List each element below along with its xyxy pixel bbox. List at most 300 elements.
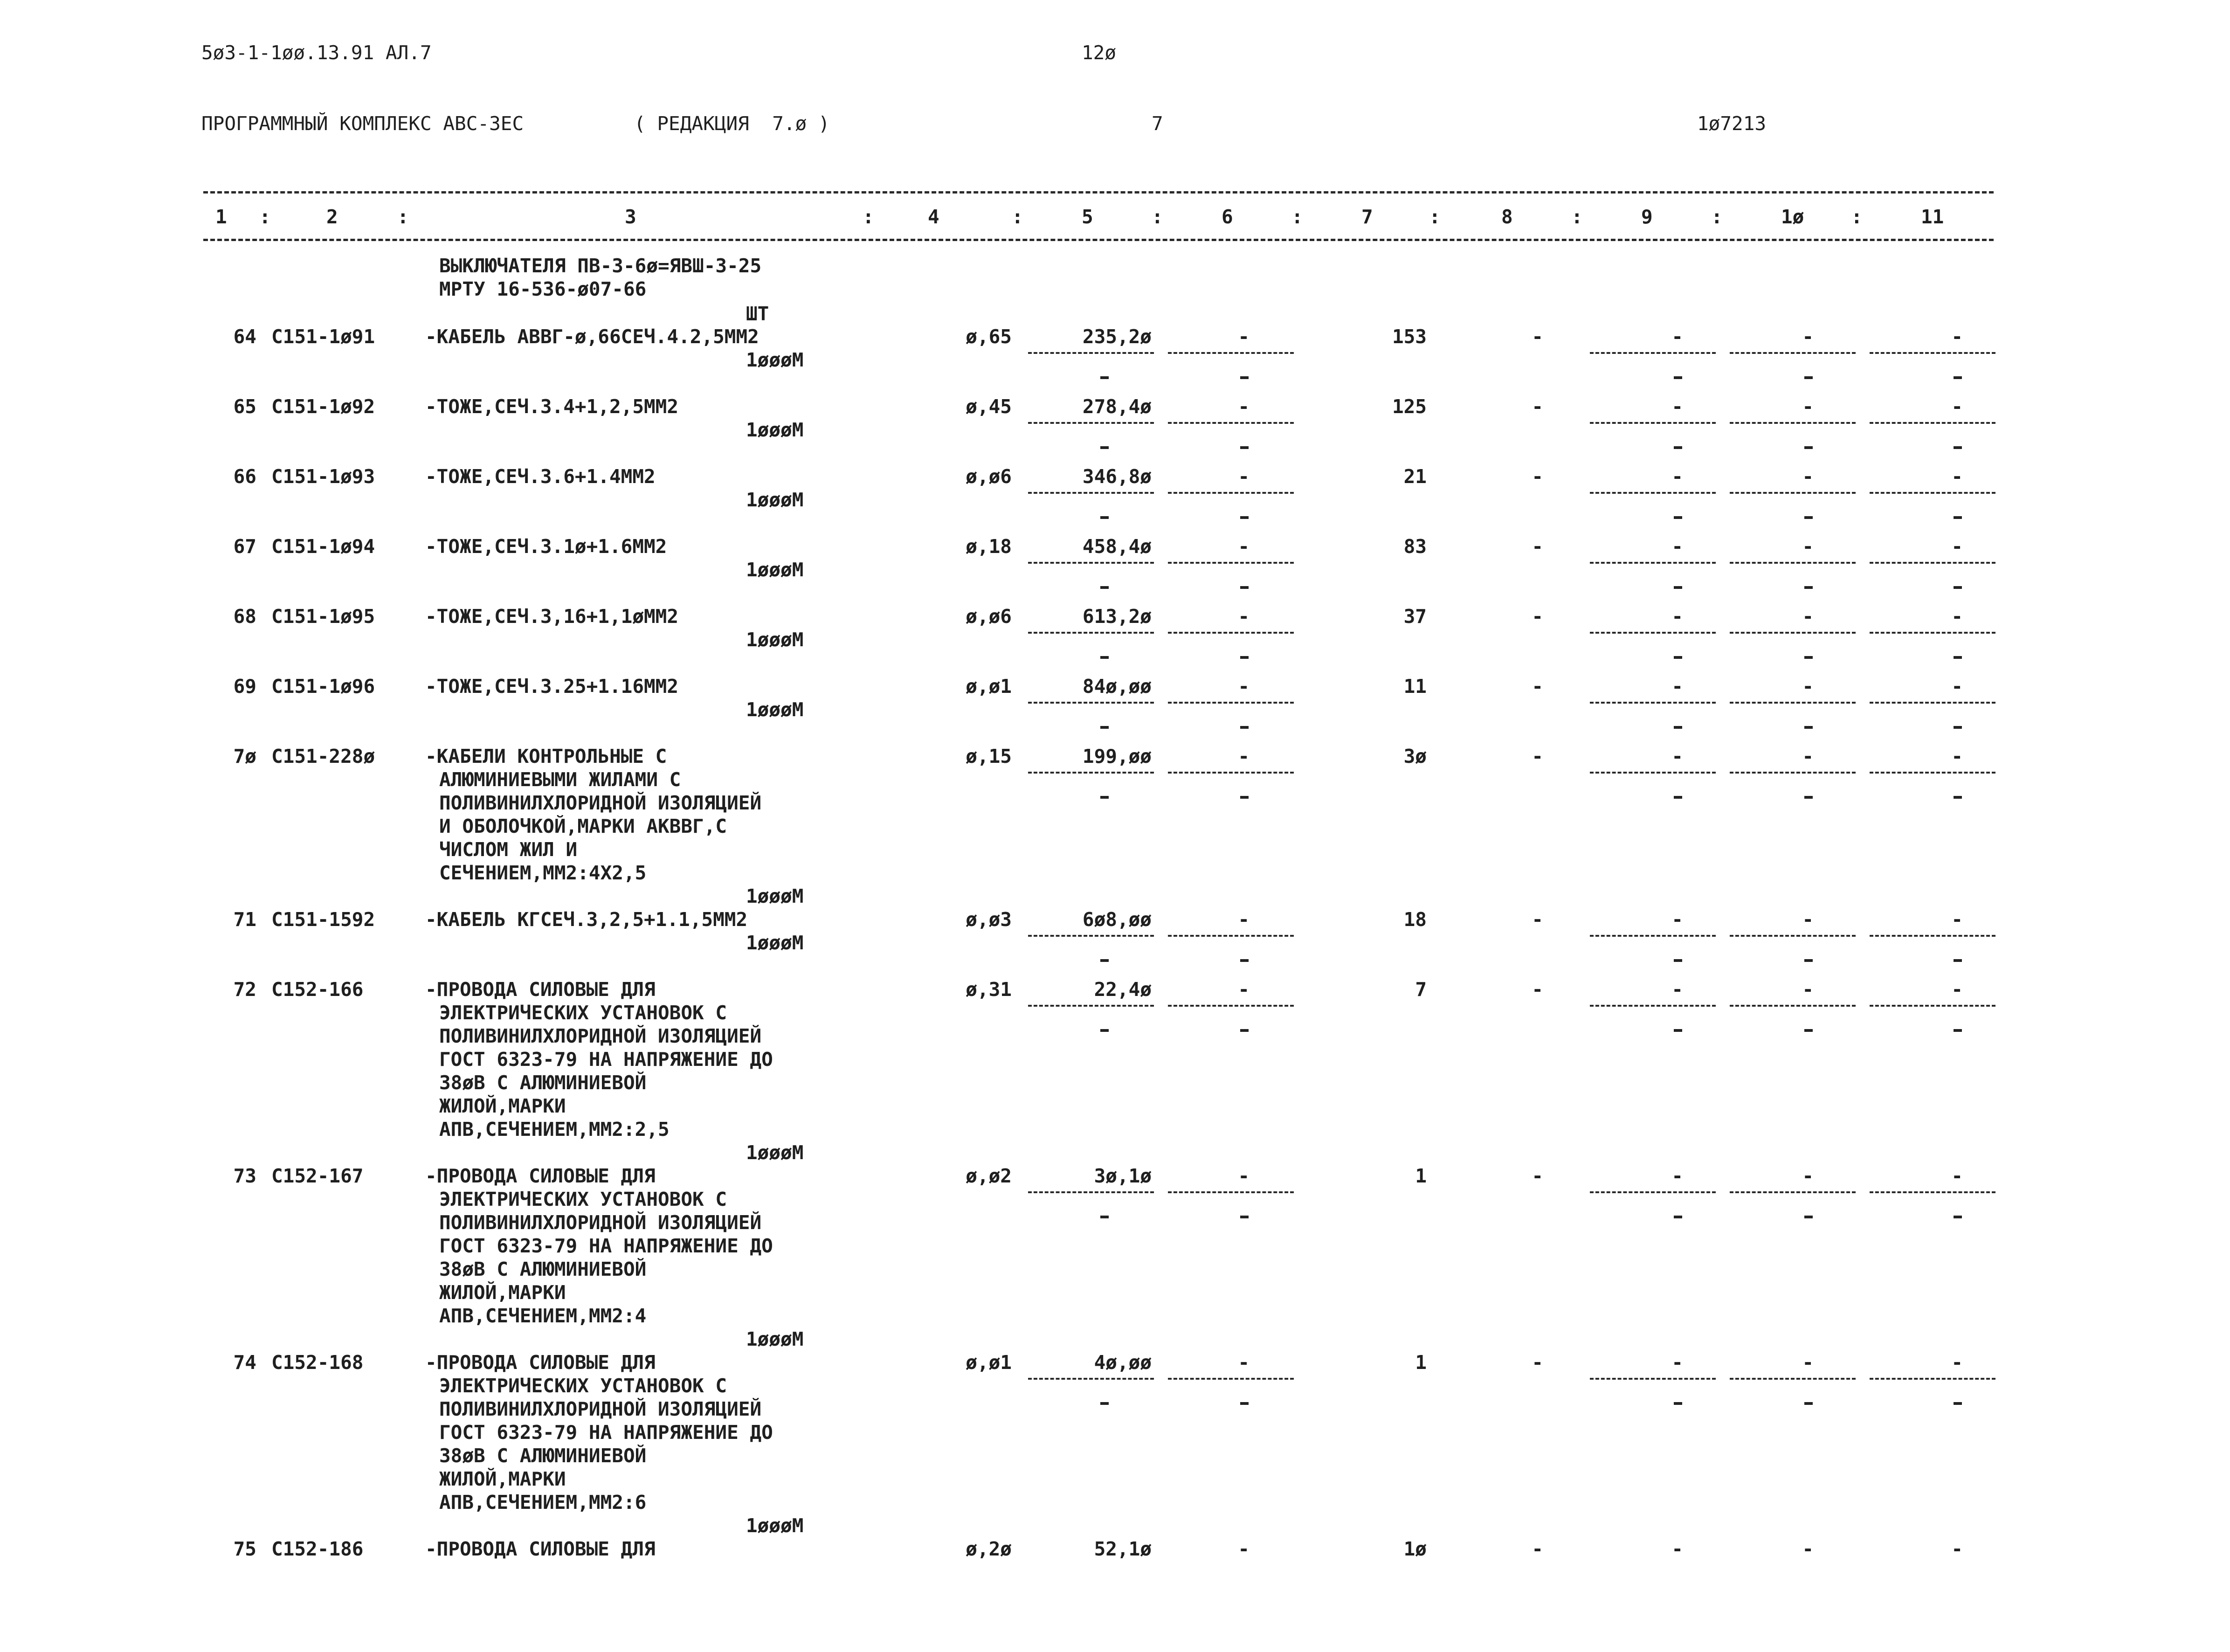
unit-label: 1øøøМ — [746, 698, 804, 721]
subtotal-rule — [1168, 772, 1294, 774]
col9-value: - — [1671, 535, 1683, 558]
subtotal-rule — [1730, 1191, 1856, 1193]
item-description-line: -ТОЖЕ,СЕЧ.3.25+1.16ММ2 — [425, 675, 679, 698]
col5-value: 235,2ø — [1082, 325, 1152, 348]
row-code: С152-167 — [271, 1165, 364, 1187]
dash-mark — [1240, 656, 1249, 659]
unit-label: 1øøøМ — [746, 419, 804, 441]
row-code: С151-228ø — [271, 745, 375, 767]
col10-value: - — [1802, 605, 1814, 628]
dash-mark — [1674, 796, 1682, 799]
dash-mark — [1954, 516, 1962, 519]
unit-label: 1øøøМ — [746, 559, 804, 581]
col8-value: - — [1532, 465, 1543, 488]
col6-value: - — [1238, 675, 1250, 698]
subtotal-rule — [1028, 772, 1154, 774]
column-separator: : — [1012, 206, 1023, 228]
col6-value: - — [1238, 395, 1250, 418]
subtotal-rule — [1590, 1191, 1716, 1193]
column-header: 9 — [1641, 206, 1653, 228]
subtotal-rule — [1590, 1378, 1716, 1380]
subtotal-rule — [1730, 702, 1856, 704]
col7-value: 11 — [1403, 675, 1427, 698]
subtotal-rule — [1168, 1191, 1294, 1193]
subtotal-rule — [1730, 1005, 1856, 1007]
item-description-line: ПОЛИВИНИЛХЛОРИДНОЙ ИЗОЛЯЦИЕЙ — [439, 1025, 762, 1047]
col5-value: 458,4ø — [1082, 535, 1152, 558]
row-number: 73 — [233, 1165, 256, 1187]
dash-mark — [1954, 656, 1962, 659]
item-description-line: ЖИЛОЙ,МАРКИ — [439, 1095, 566, 1117]
item-description-line: -ТОЖЕ,СЕЧ.3.6+1.4ММ2 — [425, 465, 656, 488]
row-number: 64 — [233, 325, 256, 348]
col4-value: ø,45 — [966, 395, 1012, 418]
col9-value: - — [1671, 675, 1683, 698]
subtotal-rule — [1870, 702, 1995, 704]
subtotal-rule — [1028, 492, 1154, 494]
row-number: 65 — [233, 395, 256, 418]
col5-value: 199,øø — [1082, 745, 1152, 767]
col11-value: - — [1951, 1538, 1963, 1560]
item-description-line: ПОЛИВИНИЛХЛОРИДНОЙ ИЗОЛЯЦИЕЙ — [439, 1398, 762, 1420]
col4-value: ø,15 — [966, 745, 1012, 767]
subtotal-rule — [1028, 422, 1154, 424]
col7-value: 1 — [1415, 1165, 1427, 1187]
col8-value: - — [1532, 325, 1543, 348]
subtotal-rule — [1870, 632, 1995, 634]
column-header: 3 — [625, 206, 636, 228]
subtotal-rule — [1870, 352, 1995, 354]
dash-mark — [1240, 959, 1249, 962]
item-description-line: -ТОЖЕ,СЕЧ.3.1ø+1.6ММ2 — [425, 535, 667, 558]
col9-value: - — [1671, 978, 1683, 1001]
col10-value: - — [1802, 325, 1814, 348]
col5-value: 278,4ø — [1082, 395, 1152, 418]
item-description-line: -КАБЕЛЬ КГСЕЧ.3,2,5+1.1,5ММ2 — [425, 908, 748, 931]
col8-value: - — [1532, 535, 1543, 558]
item-description-line: АПВ,СЕЧЕНИЕМ,ММ2:2,5 — [439, 1118, 670, 1141]
column-separator: : — [259, 206, 271, 228]
col4-value: ø,2ø — [966, 1538, 1012, 1560]
row-code: С151-1592 — [271, 908, 375, 931]
section-number: 7 — [1152, 112, 1163, 135]
dash-mark — [1954, 726, 1962, 729]
col10-value: - — [1802, 535, 1814, 558]
dash-mark — [1954, 1029, 1962, 1032]
subtotal-rule — [1870, 1005, 1995, 1007]
col6-value: - — [1238, 535, 1250, 558]
dash-mark — [1100, 726, 1109, 729]
col7-value: 21 — [1403, 465, 1427, 488]
column-separator: : — [1851, 206, 1863, 228]
subtotal-rule — [1870, 1378, 1995, 1380]
item-description-line: ЭЛЕКТРИЧЕСКИХ УСТАНОВОК С — [439, 1188, 727, 1210]
col9-value: - — [1671, 1538, 1683, 1560]
unit-label: 1øøøМ — [746, 885, 804, 907]
col9-value: - — [1671, 325, 1683, 348]
item-description-line: И ОБОЛОЧКОЙ,МАРКИ АКВВГ,С — [439, 815, 727, 837]
col9-value: - — [1671, 1165, 1683, 1187]
dash-mark — [1240, 586, 1249, 589]
subtotal-rule — [1590, 772, 1716, 774]
subtotal-rule — [1028, 702, 1154, 704]
row-number: 66 — [233, 465, 256, 488]
column-separator: : — [397, 206, 409, 228]
subtotal-rule — [1730, 492, 1856, 494]
col8-value: - — [1532, 1538, 1543, 1560]
col6-value: - — [1238, 605, 1250, 628]
col7-value: 1 — [1415, 1351, 1427, 1374]
col4-value: ø,ø1 — [966, 1351, 1012, 1374]
item-description-line: ГОСТ 6323-79 НА НАПРЯЖЕНИЕ ДО — [439, 1235, 773, 1257]
subtotal-rule — [1028, 1191, 1154, 1193]
dash-mark — [1674, 959, 1682, 962]
item-description-line: 38øВ С АЛЮМИНИЕВОЙ — [439, 1445, 647, 1467]
item-description-line: АПВ,СЕЧЕНИЕМ,ММ2:6 — [439, 1491, 647, 1514]
subtotal-rule — [1870, 935, 1995, 937]
col11-value: - — [1951, 1351, 1963, 1374]
dash-mark — [1674, 726, 1682, 729]
dash-mark — [1240, 726, 1249, 729]
item-description-line: ГОСТ 6323-79 НА НАПРЯЖЕНИЕ ДО — [439, 1048, 773, 1071]
subtotal-rule — [1168, 632, 1294, 634]
column-separator: : — [1571, 206, 1583, 228]
col10-value: - — [1802, 395, 1814, 418]
col9-value: - — [1671, 745, 1683, 767]
col11-value: - — [1951, 745, 1963, 767]
dash-mark — [1954, 586, 1962, 589]
row-code: С151-1ø91 — [271, 325, 375, 348]
dash-mark — [1240, 446, 1249, 449]
dash-mark — [1240, 796, 1249, 799]
col6-value: - — [1238, 745, 1250, 767]
col10-value: - — [1802, 978, 1814, 1001]
col5-value: 613,2ø — [1082, 605, 1152, 628]
column-separator: : — [1429, 206, 1441, 228]
item-description-line: АЛЮМИНИЕВЫМИ ЖИЛАМИ С — [439, 768, 681, 791]
col6-value: - — [1238, 1165, 1250, 1187]
dash-mark — [1954, 376, 1962, 379]
item-description-line: ЭЛЕКТРИЧЕСКИХ УСТАНОВОК С — [439, 1375, 727, 1397]
subtotal-rule — [1870, 492, 1995, 494]
row-number: 71 — [233, 908, 256, 931]
subtotal-rule — [1870, 422, 1995, 424]
column-separator: : — [1711, 206, 1723, 228]
subtotal-rule — [1590, 935, 1716, 937]
dash-mark — [1674, 586, 1682, 589]
col5-value: 346,8ø — [1082, 465, 1152, 488]
subtotal-rule — [1028, 935, 1154, 937]
col11-value: - — [1951, 605, 1963, 628]
subtotal-rule — [1870, 1191, 1995, 1193]
item-description-line: СЕЧЕНИЕМ,ММ2:4Х2,5 — [439, 862, 647, 884]
row-code: С151-1ø93 — [271, 465, 375, 488]
col11-value: - — [1951, 325, 1963, 348]
dash-mark — [1804, 376, 1813, 379]
dash-mark — [1954, 446, 1962, 449]
item-description-line: ГОСТ 6323-79 НА НАПРЯЖЕНИЕ ДО — [439, 1421, 773, 1444]
dash-mark — [1100, 796, 1109, 799]
col6-value: - — [1238, 1538, 1250, 1560]
col10-value: - — [1802, 745, 1814, 767]
dash-mark — [1674, 516, 1682, 519]
dash-mark — [1804, 656, 1813, 659]
item-description-line: ЧИСЛОМ ЖИЛ И — [439, 838, 578, 861]
col8-value: - — [1532, 675, 1543, 698]
col10-value: - — [1802, 1538, 1814, 1560]
col11-value: - — [1951, 535, 1963, 558]
subtotal-rule — [1168, 422, 1294, 424]
col7-value: 7 — [1415, 978, 1427, 1001]
column-header: 8 — [1501, 206, 1513, 228]
subtotal-rule — [1168, 352, 1294, 354]
dash-mark — [1804, 796, 1813, 799]
dash-mark — [1674, 1029, 1682, 1032]
col4-value: ø,ø1 — [966, 675, 1012, 698]
dash-mark — [1804, 1216, 1813, 1218]
col4-value: ø,18 — [966, 535, 1012, 558]
col6-value: - — [1238, 325, 1250, 348]
col10-value: - — [1802, 675, 1814, 698]
unit-label: ШТ — [746, 303, 769, 325]
dash-mark — [1954, 1216, 1962, 1218]
dash-mark — [1240, 376, 1249, 379]
subtotal-rule — [1590, 492, 1716, 494]
item-description-line: АПВ,СЕЧЕНИЕМ,ММ2:4 — [439, 1305, 647, 1327]
col9-value: - — [1671, 465, 1683, 488]
program-title: ПРОГРАММНЫЙ КОМПЛЕКС АВС-3ЕС — [201, 112, 524, 135]
subtotal-rule — [1730, 935, 1856, 937]
unit-label: 1øøøМ — [746, 932, 804, 954]
subtotal-rule — [1028, 562, 1154, 564]
item-description-line: ВЫКЛЮЧАТЕЛЯ ПВ-3-6ø=ЯВШ-3-25 — [439, 255, 762, 277]
col9-value: - — [1671, 1351, 1683, 1374]
unit-label: 1øøøМ — [746, 349, 804, 371]
subtotal-rule — [1730, 632, 1856, 634]
col4-value: ø,ø2 — [966, 1165, 1012, 1187]
row-number: 68 — [233, 605, 256, 628]
dash-mark — [1804, 1402, 1813, 1405]
subtotal-rule — [1028, 1378, 1154, 1380]
unit-label: 1øøøМ — [746, 1141, 804, 1164]
subtotal-rule — [1590, 422, 1716, 424]
row-code: С151-1ø96 — [271, 675, 375, 698]
dash-mark — [1100, 376, 1109, 379]
col11-value: - — [1951, 1165, 1963, 1187]
col5-value: 4ø,øø — [1094, 1351, 1152, 1374]
subtotal-rule — [1168, 562, 1294, 564]
dash-mark — [1674, 656, 1682, 659]
dash-mark — [1674, 1402, 1682, 1405]
column-header: 7 — [1361, 206, 1373, 228]
item-description-line: ЭЛЕКТРИЧЕСКИХ УСТАНОВОК С — [439, 1002, 727, 1024]
item-description-line: МРТУ 16-536-ø07-66 — [439, 278, 647, 300]
subtotal-rule — [1730, 1378, 1856, 1380]
row-code: С152-186 — [271, 1538, 364, 1560]
item-description-line: -ТОЖЕ,СЕЧ.3.4+1,2,5ММ2 — [425, 395, 679, 418]
col4-value: ø,ø6 — [966, 605, 1012, 628]
column-separator: : — [1152, 206, 1163, 228]
row-number: 67 — [233, 535, 256, 558]
subtotal-rule — [1028, 1005, 1154, 1007]
col9-value: - — [1671, 908, 1683, 931]
row-code: С152-166 — [271, 978, 364, 1001]
column-separator: : — [1291, 206, 1303, 228]
col6-value: - — [1238, 978, 1250, 1001]
unit-label: 1øøøМ — [746, 489, 804, 511]
item-description-line: -ПРОВОДА СИЛОВЫЕ ДЛЯ — [425, 978, 656, 1001]
column-separator: : — [863, 206, 874, 228]
edition-label: ( РЕДАКЦИЯ 7.ø ) — [634, 112, 830, 135]
dash-mark — [1804, 959, 1813, 962]
dash-mark — [1100, 1029, 1109, 1032]
dash-mark — [1240, 1216, 1249, 1218]
row-code: С152-168 — [271, 1351, 364, 1374]
subtotal-rule — [1590, 702, 1716, 704]
col5-value: 22,4ø — [1094, 978, 1152, 1001]
col4-value: ø,65 — [966, 325, 1012, 348]
col7-value: 1ø — [1403, 1538, 1427, 1560]
unit-label: 1øøøМ — [746, 1328, 804, 1350]
col8-value: - — [1532, 745, 1543, 767]
dash-mark — [1804, 726, 1813, 729]
doc-code: 5ø3-1-1øø.13.91 АЛ.7 — [201, 41, 432, 64]
subtotal-rule — [1590, 632, 1716, 634]
col4-value: ø,ø3 — [966, 908, 1012, 931]
subtotal-rule — [1730, 772, 1856, 774]
dash-mark — [1100, 446, 1109, 449]
item-description-line: -ПРОВОДА СИЛОВЫЕ ДЛЯ — [425, 1538, 656, 1560]
row-number: 75 — [233, 1538, 256, 1560]
column-header: 11 — [1921, 206, 1944, 228]
dash-mark — [1954, 959, 1962, 962]
page-number: 12ø — [1082, 41, 1117, 64]
col5-value: 6ø8,øø — [1082, 908, 1152, 931]
col8-value: - — [1532, 978, 1543, 1001]
item-description-line: ЖИЛОЙ,МАРКИ — [439, 1281, 566, 1304]
item-description-line: -ПРОВОДА СИЛОВЫЕ ДЛЯ — [425, 1351, 656, 1374]
subtotal-rule — [1168, 702, 1294, 704]
unit-label: 1øøøМ — [746, 1514, 804, 1537]
col8-value: - — [1532, 1165, 1543, 1187]
dash-mark — [1100, 586, 1109, 589]
item-description-line: 38øВ С АЛЮМИНИЕВОЙ — [439, 1071, 647, 1094]
dash-mark — [1674, 446, 1682, 449]
col4-value: ø,ø6 — [966, 465, 1012, 488]
subtotal-rule — [1730, 422, 1856, 424]
dash-mark — [1674, 376, 1682, 379]
col10-value: - — [1802, 465, 1814, 488]
row-number: 69 — [233, 675, 256, 698]
col11-value: - — [1951, 978, 1963, 1001]
header-bottom-rule — [203, 239, 1994, 241]
row-code: С151-1ø95 — [271, 605, 375, 628]
dash-mark — [1674, 1216, 1682, 1218]
column-header: 5 — [1082, 206, 1093, 228]
row-number: 7ø — [233, 745, 256, 767]
header-top-rule — [203, 191, 1994, 194]
dash-mark — [1804, 446, 1813, 449]
dash-mark — [1100, 516, 1109, 519]
dash-mark — [1240, 1029, 1249, 1032]
unit-label: 1øøøМ — [746, 629, 804, 651]
item-description-line: ПОЛИВИНИЛХЛОРИДНОЙ ИЗОЛЯЦИЕЙ — [439, 792, 762, 814]
item-description-line: -ТОЖЕ,СЕЧ.3,16+1,1øММ2 — [425, 605, 679, 628]
col5-value: 84ø,øø — [1082, 675, 1152, 698]
item-description-line: -ПРОВОДА СИЛОВЫЕ ДЛЯ — [425, 1165, 656, 1187]
col4-value: ø,31 — [966, 978, 1012, 1001]
col11-value: - — [1951, 675, 1963, 698]
subtotal-rule — [1168, 935, 1294, 937]
row-code: С151-1ø94 — [271, 535, 375, 558]
col6-value: - — [1238, 465, 1250, 488]
subtotal-rule — [1730, 562, 1856, 564]
row-number: 72 — [233, 978, 256, 1001]
col5-value: 3ø,1ø — [1094, 1165, 1152, 1187]
item-description-line: ЖИЛОЙ,МАРКИ — [439, 1468, 566, 1490]
dash-mark — [1240, 516, 1249, 519]
subtotal-rule — [1028, 352, 1154, 354]
subtotal-rule — [1168, 1005, 1294, 1007]
row-code: С151-1ø92 — [271, 395, 375, 418]
subtotal-rule — [1168, 1378, 1294, 1380]
dash-mark — [1804, 516, 1813, 519]
col7-value: 3ø — [1403, 745, 1427, 767]
subtotal-rule — [1168, 492, 1294, 494]
subtotal-rule — [1870, 772, 1995, 774]
col10-value: - — [1802, 908, 1814, 931]
item-description-line: ПОЛИВИНИЛХЛОРИДНОЙ ИЗОЛЯЦИЕЙ — [439, 1211, 762, 1234]
column-header: 4 — [928, 206, 939, 228]
col10-value: - — [1802, 1165, 1814, 1187]
document-code: 1ø7213 — [1697, 112, 1767, 135]
item-description-line: -КАБЕЛИ КОНТРОЛЬНЫЕ С — [425, 745, 667, 767]
col9-value: - — [1671, 605, 1683, 628]
col10-value: - — [1802, 1351, 1814, 1374]
subtotal-rule — [1590, 562, 1716, 564]
column-header: 2 — [326, 206, 338, 228]
col7-value: 37 — [1403, 605, 1427, 628]
subtotal-rule — [1590, 352, 1716, 354]
col11-value: - — [1951, 908, 1963, 931]
col8-value: - — [1532, 395, 1543, 418]
item-description-line: -КАБЕЛЬ АВВГ-ø,66СЕЧ.4.2,5ММ2 — [425, 325, 759, 348]
col5-value: 52,1ø — [1094, 1538, 1152, 1560]
column-header: 6 — [1222, 206, 1233, 228]
col7-value: 83 — [1403, 535, 1427, 558]
dash-mark — [1240, 1402, 1249, 1405]
subtotal-rule — [1730, 352, 1856, 354]
dash-mark — [1954, 1402, 1962, 1405]
col6-value: - — [1238, 1351, 1250, 1374]
col11-value: - — [1951, 395, 1963, 418]
col8-value: - — [1532, 908, 1543, 931]
dash-mark — [1804, 586, 1813, 589]
dash-mark — [1954, 796, 1962, 799]
subtotal-rule — [1590, 1005, 1716, 1007]
col7-value: 153 — [1392, 325, 1427, 348]
col7-value: 18 — [1403, 908, 1427, 931]
col8-value: - — [1532, 1351, 1543, 1374]
dash-mark — [1100, 959, 1109, 962]
col7-value: 125 — [1392, 395, 1427, 418]
col8-value: - — [1532, 605, 1543, 628]
dash-mark — [1804, 1029, 1813, 1032]
col9-value: - — [1671, 395, 1683, 418]
item-description-line: 38øВ С АЛЮМИНИЕВОЙ — [439, 1258, 647, 1280]
column-header: 1 — [215, 206, 227, 228]
column-header: 1ø — [1781, 206, 1804, 228]
